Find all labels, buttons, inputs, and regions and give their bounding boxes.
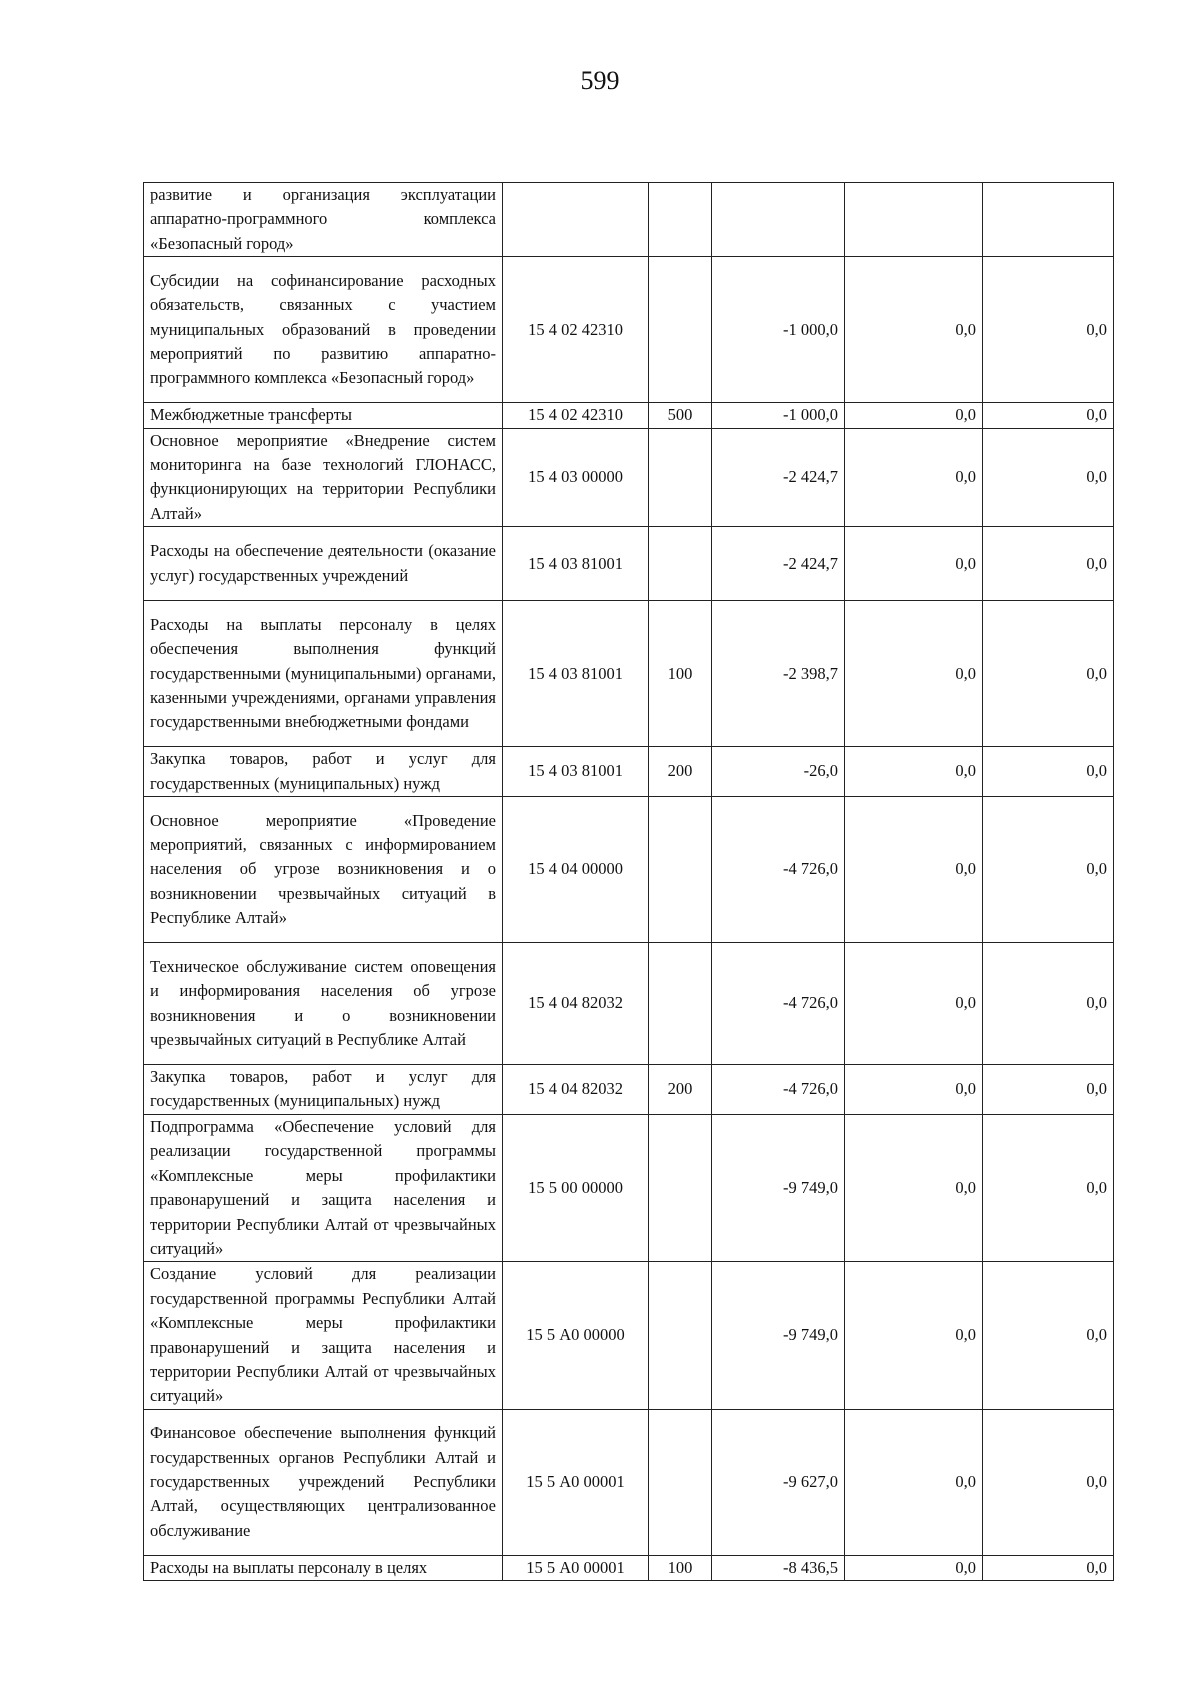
row-sum: -8 436,5: [712, 1555, 845, 1580]
row-value-2: [845, 183, 983, 257]
row-code: 15 4 03 81001: [503, 527, 649, 601]
row-value-3: 0,0: [983, 747, 1114, 797]
table-row: [144, 1555, 1114, 1580]
row-expense-type: [649, 1409, 712, 1555]
table-row: [144, 403, 1114, 428]
row-value-3: 0,0: [983, 1555, 1114, 1580]
budget-table: [143, 182, 1114, 1581]
row-sum: [712, 183, 845, 257]
table-row: [144, 428, 1114, 527]
row-code: 15 5 А0 00001: [503, 1409, 649, 1555]
row-expense-type: [649, 1262, 712, 1409]
row-sum: -1 000,0: [712, 403, 845, 428]
row-name: Основное мероприятие «Внедрение систем мониторинга на базе технологий ГЛОНАСС, функционирующих на территории Республики Алтай»: [144, 428, 503, 527]
row-expense-type: [649, 183, 712, 257]
row-expense-type: [649, 527, 712, 601]
row-code: 15 4 02 42310: [503, 403, 649, 428]
row-name: Межбюджетные трансферты: [144, 403, 503, 428]
row-code: 15 4 03 81001: [503, 601, 649, 747]
table-row: [144, 1114, 1114, 1261]
row-sum: -9 749,0: [712, 1114, 845, 1261]
table-row: [144, 1065, 1114, 1115]
table-row: [144, 1409, 1114, 1555]
row-code: 15 4 03 81001: [503, 747, 649, 797]
row-sum: -9 627,0: [712, 1409, 845, 1555]
row-code: 15 4 04 00000: [503, 797, 649, 943]
row-name: Подпрограмма «Обеспечение условий для реализации государственной программы «Комплексные меры профилактики правонарушений и защита населения и территории Республики Алтай от чрезвычайных ситуаций»: [144, 1114, 503, 1261]
row-name: развитие и организация эксплуатации аппаратно-программного комплекса «Безопасный город»: [144, 183, 503, 257]
table-row: [144, 797, 1114, 943]
row-sum: -2 398,7: [712, 601, 845, 747]
row-name: Субсидии на софинансирование расходных обязательств, связанных с участием муниципальных образований в проведении мероприятий по развитию аппаратно-программного комплекса «Безопасный город»: [144, 257, 503, 403]
row-name: Расходы на обеспечение деятельности (оказание услуг) государственных учреждений: [144, 527, 503, 601]
row-name: Расходы на выплаты персоналу в целях: [144, 1555, 503, 1580]
row-sum: -1 000,0: [712, 257, 845, 403]
row-value-3: 0,0: [983, 1409, 1114, 1555]
row-code: 15 4 04 82032: [503, 1065, 649, 1115]
row-value-3: 0,0: [983, 1114, 1114, 1261]
row-code: 15 4 02 42310: [503, 257, 649, 403]
row-value-2: 0,0: [845, 1555, 983, 1580]
row-sum: -26,0: [712, 747, 845, 797]
row-name: Закупка товаров, работ и услуг для государственных (муниципальных) нужд: [144, 747, 503, 797]
row-expense-type: [649, 428, 712, 527]
row-value-2: 0,0: [845, 428, 983, 527]
row-expense-type: 100: [649, 1555, 712, 1580]
row-expense-type: 200: [649, 747, 712, 797]
row-value-2: 0,0: [845, 601, 983, 747]
row-expense-type: 100: [649, 601, 712, 747]
row-value-3: 0,0: [983, 1262, 1114, 1409]
row-expense-type: [649, 943, 712, 1065]
table-row: [144, 601, 1114, 747]
row-name: Финансовое обеспечение выполнения функций государственных органов Республики Алтай и государственных учреждений Республики Алтай, осуществляющих централизованное обслуживание: [144, 1409, 503, 1555]
row-expense-type: 500: [649, 403, 712, 428]
row-expense-type: [649, 257, 712, 403]
row-name: Расходы на выплаты персоналу в целях обеспечения выполнения функций государственными (муниципальными) органами, казенными учреждениями, органами управления государственными внебюджетными фондами: [144, 601, 503, 747]
table-row: [144, 943, 1114, 1065]
row-value-3: 0,0: [983, 257, 1114, 403]
row-value-3: 0,0: [983, 403, 1114, 428]
row-expense-type: 200: [649, 1065, 712, 1115]
row-code: 15 5 00 00000: [503, 1114, 649, 1261]
row-code: 15 4 04 82032: [503, 943, 649, 1065]
row-value-2: 0,0: [845, 527, 983, 601]
row-name: Закупка товаров, работ и услуг для государственных (муниципальных) нужд: [144, 1065, 503, 1115]
row-code: 15 5 А0 00001: [503, 1555, 649, 1580]
row-value-2: 0,0: [845, 943, 983, 1065]
row-code: [503, 183, 649, 257]
row-value-3: 0,0: [983, 428, 1114, 527]
row-sum: -2 424,7: [712, 428, 845, 527]
row-value-3: 0,0: [983, 1065, 1114, 1115]
table-row: [144, 527, 1114, 601]
row-code: 15 4 03 00000: [503, 428, 649, 527]
row-sum: -4 726,0: [712, 797, 845, 943]
row-value-2: 0,0: [845, 1409, 983, 1555]
budget-table-body: [144, 183, 1114, 1581]
row-value-2: 0,0: [845, 1262, 983, 1409]
row-name: Создание условий для реализации государственной программы Республики Алтай «Комплексные меры профилактики правонарушений и защита населения и территории Республики Алтай от чрезвычайных ситуаций»: [144, 1262, 503, 1409]
page-number: 599: [580, 66, 620, 95]
row-value-2: 0,0: [845, 1114, 983, 1261]
row-code: 15 5 А0 00000: [503, 1262, 649, 1409]
table-row: [144, 1262, 1114, 1409]
row-value-2: 0,0: [845, 403, 983, 428]
row-name: Техническое обслуживание систем оповещения и информирования населения об угрозе возникновения и о возникновении чрезвычайных ситуаций в Республике Алтай: [144, 943, 503, 1065]
row-value-2: 0,0: [845, 797, 983, 943]
table-row: [144, 257, 1114, 403]
row-expense-type: [649, 797, 712, 943]
table-row: [144, 183, 1114, 257]
row-value-3: 0,0: [983, 527, 1114, 601]
row-value-3: 0,0: [983, 943, 1114, 1065]
table-row: [144, 747, 1114, 797]
row-value-2: 0,0: [845, 747, 983, 797]
row-value-2: 0,0: [845, 1065, 983, 1115]
row-sum: -9 749,0: [712, 1262, 845, 1409]
row-value-3: 0,0: [983, 601, 1114, 747]
row-sum: -2 424,7: [712, 527, 845, 601]
row-value-2: 0,0: [845, 257, 983, 403]
row-value-3: 0,0: [983, 797, 1114, 943]
row-expense-type: [649, 1114, 712, 1261]
row-value-3: [983, 183, 1114, 257]
row-sum: -4 726,0: [712, 1065, 845, 1115]
row-sum: -4 726,0: [712, 943, 845, 1065]
row-name: Основное мероприятие «Проведение мероприятий, связанных с информированием населения об угрозе возникновения и о возникновении чрезвычайных ситуаций в Республике Алтай»: [144, 797, 503, 943]
